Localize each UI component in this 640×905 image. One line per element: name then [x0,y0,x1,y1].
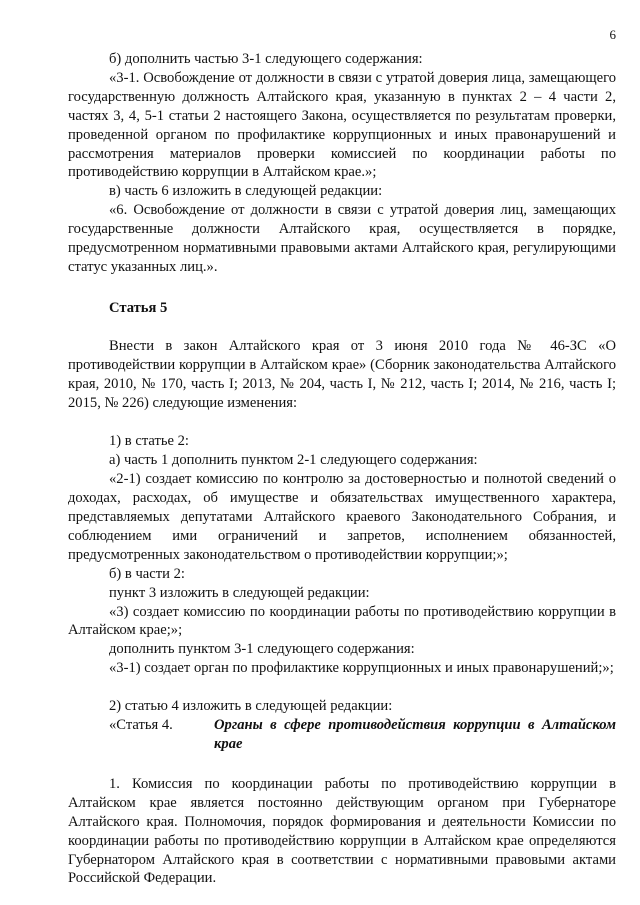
paragraph-amendment-v: в) часть 6 изложить в следующей редакции: [109,183,383,200]
paragraph-part-3-1-text: «3-1. Освобождение от должности в связи с утратой доверия лица, замещающего государственную должность Алтайского края, указанную в пунктах 2 – 4 части 2, частях 3, 4, 5-1 статьи 2 настоящего Закона, осуществляется по результатам проверки, проведенной органом по профилактике коррупционных и иных правонарушений и рассмотрения материалов проверки комиссией по координации работы по противодействию коррупции в Алтайском крае.»; [68,69,616,181]
paragraph-amendment-b: б) дополнить частью 3-1 следующего содержания: [109,51,423,67]
paragraph-item-a: а) часть 1 дополнить пунктом 2-1 следующего содержания: [109,452,478,469]
page-number: 6 [609,27,616,42]
article-4-title: Органы в сфере противодействия коррупции в Алтайском крае [214,717,616,752]
paragraph-article-5-intro: Внести в закон Алтайского края от 3 июня 2010 года № 46-ЗС «О противодействии коррупции в Алтайском крае» (Сборник законодательства Алтайского края, 2010, № 170, часть I; 2013, № 204, часть I, № 212, часть I; 2014, № 216, часть I; 2015, № 226) следующие изменения: [68,337,616,411]
paragraph-point-3-1-intro: дополнить пунктом 3-1 следующего содержания: [109,641,415,658]
paragraph-item-1: 1) в статье 2: [109,433,189,450]
paragraph-commission-text: 1. Комиссия по координации работы по противодействию коррупции в Алтайском крае является постоянно действующим органом при Губернаторе Алтайского края. Полномочия, порядок формирования и деятельности Комиссии по координации работы по противодействию коррупции в Алтайском крае определяются Губернатором Алтайского края в соответствии с нормативными правовыми актами Российской Федерации. [68,775,616,887]
paragraph-point-3-text: «3) создает комиссию по координации работы по противодействию коррупции в Алтайском крае;»; [68,603,616,639]
paragraph-point-3-1-text: «3-1) создает орган по профилактике коррупционных и иных правонарушений;»; [109,660,614,677]
paragraph-item-b: б) в части 2: [109,565,185,582]
article-5-heading: Статья 5 [109,299,168,316]
article-4-number: «Статья 4. [109,717,173,734]
paragraph-part-6-text: «6. Освобождение от должности в связи с утратой доверия лиц, замещающих государственные должности Алтайского края, осуществляется в порядке, предусмотренном нормативными правовыми актами Алтайского края, регулирующими статус указанных лиц.». [68,202,616,275]
paragraph-point-3-intro: пункт 3 изложить в следующей редакции: [109,584,370,601]
paragraph-point-2-1-text: «2-1) создает комиссию по контролю за достоверностью и полнотой сведений о доходах, расходах, об имуществе и обязательствах имущественного характера, представляемых депутатами Алтайского краевого Законодательного Собрания, и соблюдением ими ограничений и запретов, исполнением обязанностей, предусмотренных законодательством о противодействии коррупции;»; [68,471,616,563]
document-body [68,50,616,888]
article-4-heading [68,716,616,754]
paragraph-item-2: 2) статью 4 изложить в следующей редакции: [109,698,393,715]
